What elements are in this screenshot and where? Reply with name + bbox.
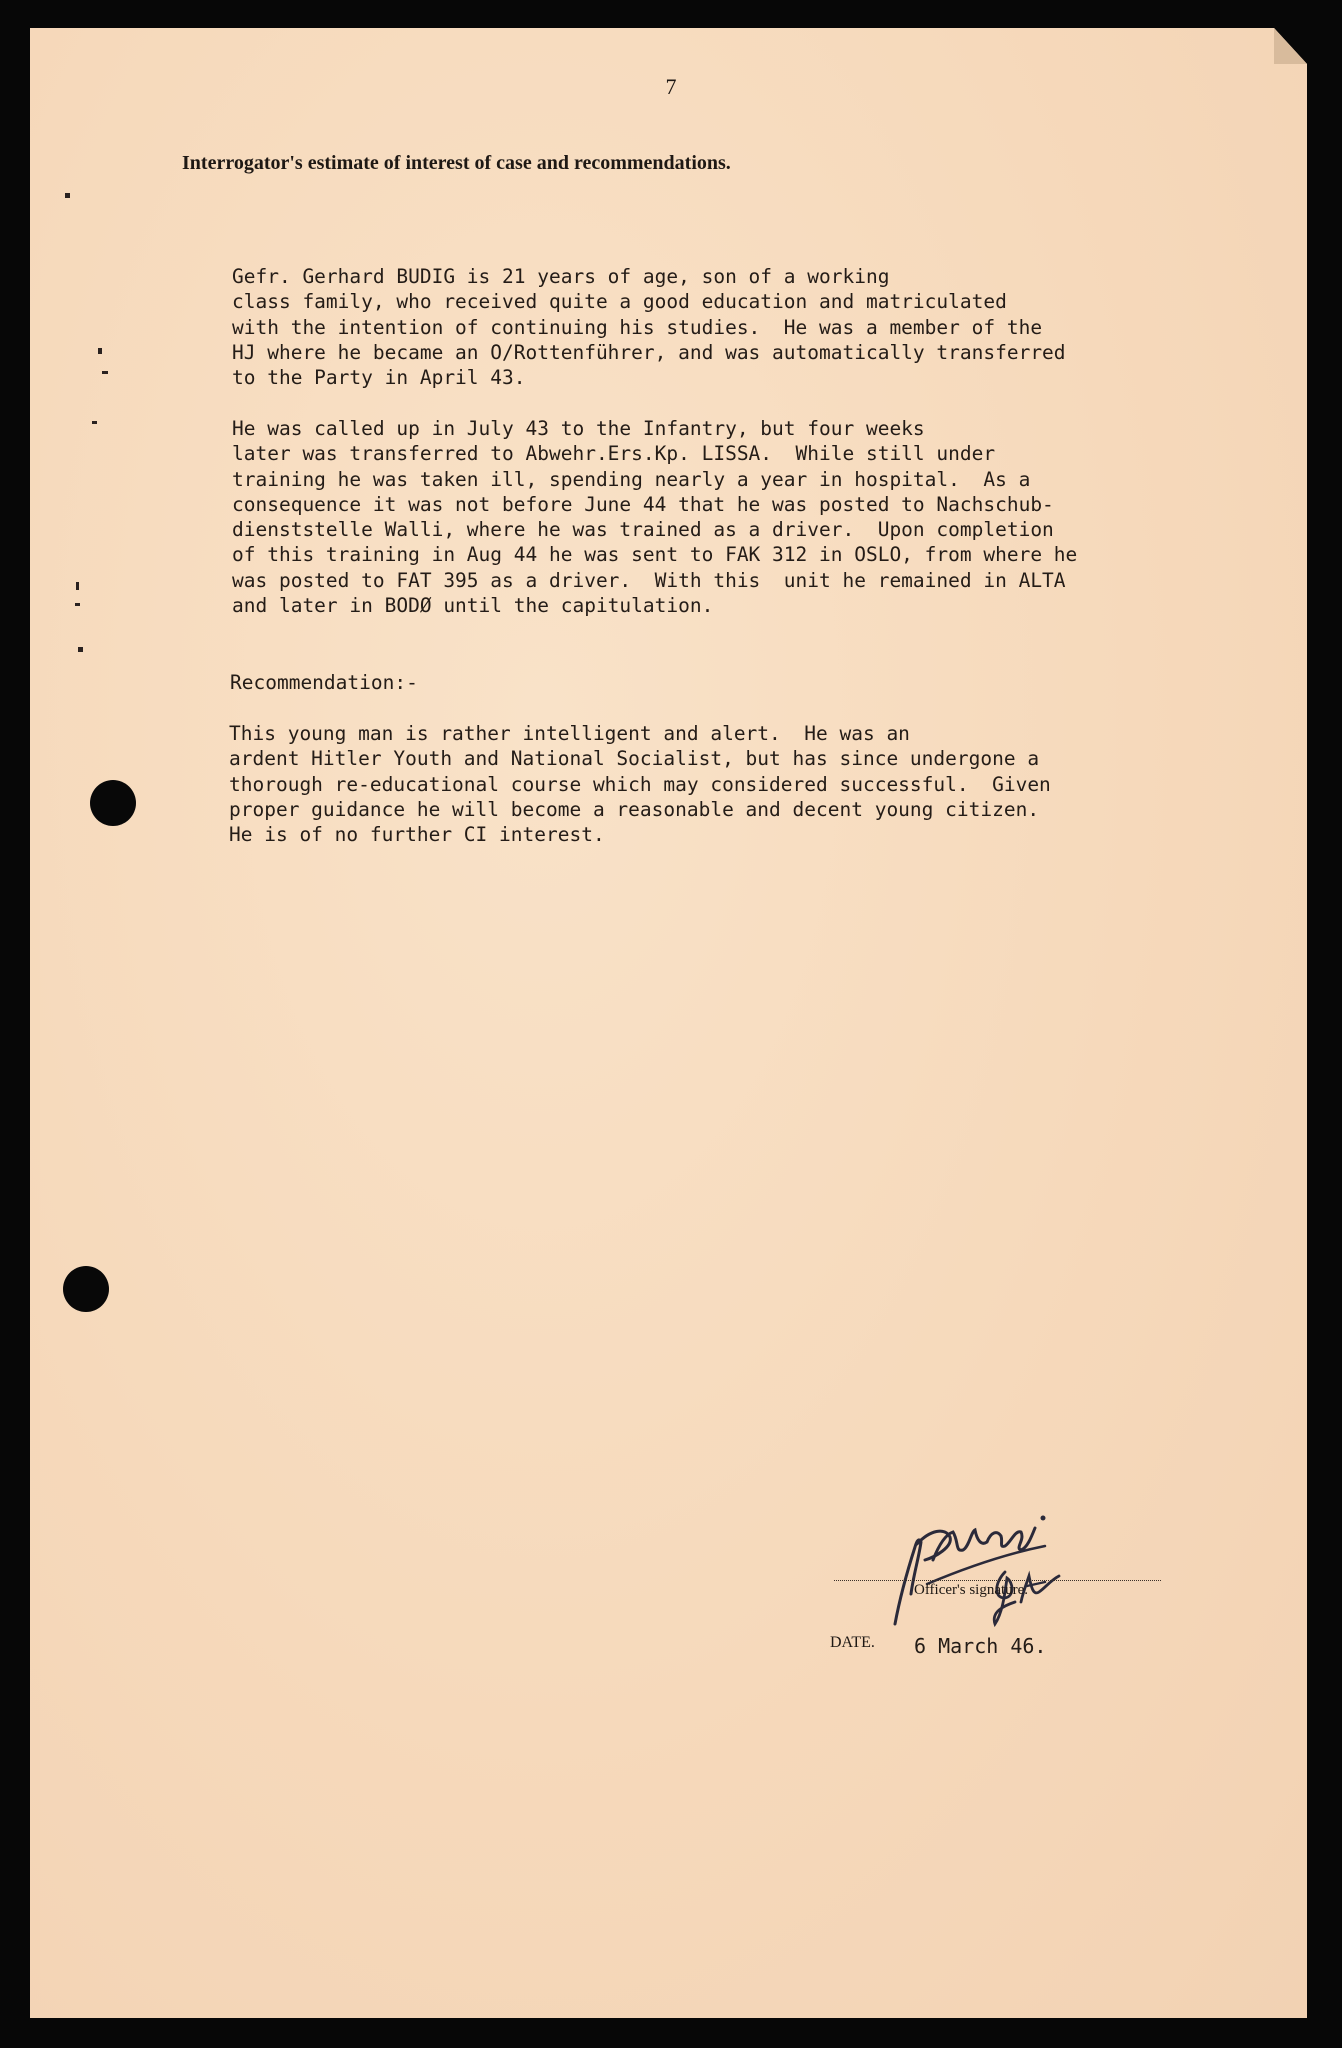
folded-corner: [1274, 28, 1307, 64]
page-number: 7: [665, 74, 677, 99]
punch-hole: [90, 780, 136, 826]
paragraph-background: Gefr. Gerhard BUDIG is 21 years of age, son of a working class family, who received quite a good education and matriculated with the intention of continuing his studies. He was a member of the HJ where he became an O/Rottenführer, and was automatically transferred to the Party in April 43.: [232, 265, 1066, 390]
margin-mark: [92, 421, 97, 424]
recommendation-heading: Recommendation:-: [230, 671, 418, 694]
margin-mark: [75, 603, 80, 606]
margin-mark: [65, 193, 70, 198]
signature-line: [834, 1580, 1161, 1581]
date-value: 6 March 46.: [914, 1634, 1047, 1658]
handwritten-signature: [855, 1502, 1085, 1642]
date-label: DATE.: [830, 1634, 875, 1651]
margin-mark: [78, 647, 83, 652]
margin-mark: [102, 371, 108, 374]
margin-mark: [98, 348, 102, 354]
punch-hole: [63, 1266, 109, 1312]
section-heading: Interrogator's estimate of interest of case and recommendations.: [182, 152, 731, 174]
paragraph-recommendation: This young man is rather intelligent and alert. He was an ardent Hitler Youth and National Socialist, but has since undergone a thorough re-educational course which may considered successful. Given proper guidance he will become a reasonable and decent young citizen. He is of no further CI interest.: [229, 722, 1051, 847]
signature-label: Officer's signature.: [914, 1582, 1029, 1598]
margin-mark: [76, 582, 79, 590]
paragraph-service-history: He was called up in July 43 to the Infantry, but four weeks later was transferred to Abwehr.Ers.Kp. LISSA. While still under training he was taken ill, spending nearly a year in hospital. As a consequence it was not before June 44 that he was posted to Nachschub- dienststelle Walli, where he was trained as a driver. Upon completion of this training in Aug 44 he was sent to FAK 312 in OSLO, from where he was posted to FAT 395 as a driver. With this unit he remained in ALTA and later in BODØ until the capitulation.: [232, 417, 1078, 618]
